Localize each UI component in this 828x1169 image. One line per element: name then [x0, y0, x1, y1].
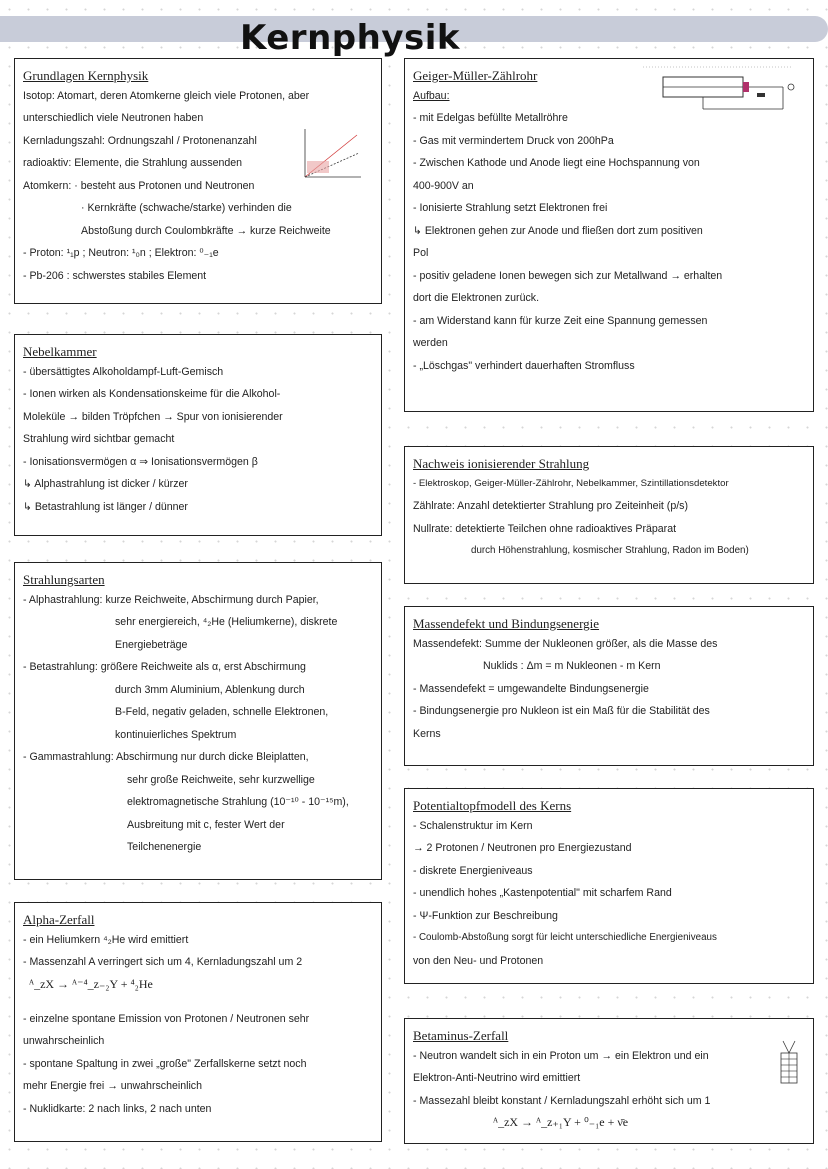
geiger-subtitle: Aufbau:	[413, 89, 450, 102]
alpha-line2-3: mehr Energie frei → unwahrscheinlich	[23, 1080, 202, 1092]
geiger-line-11: - „Löschgas" verhindert dauerhaften Stromfluss	[413, 359, 635, 372]
geiger-line-4: - Ionisierte Strahlung setzt Elektronen frei	[413, 202, 608, 214]
geiger-box	[404, 58, 814, 412]
alpha-line2-2: - spontane Spaltung in zwei „große" Zerfallskerne setzt noch	[23, 1057, 307, 1070]
alpha-title: Alpha-Zerfall	[23, 912, 95, 927]
strahlungsarten-line-2: Energiebeträge	[115, 638, 188, 651]
strahlungsarten-line-0: - Alphastrahlung: kurze Reichweite, Abschirmung durch Papier,	[23, 593, 319, 606]
nachweis-line-3: durch Höhenstrahlung, kosmischer Strahlung, Radon im Boden)	[471, 545, 749, 556]
nebelkammer-line-3: Strahlung wird sichtbar gemacht	[23, 433, 175, 445]
nebelkammer-box	[14, 334, 382, 536]
grundlagen-line-7: - Proton: ¹₁p ; Neutron: ¹₀n ; Elektron: ⁰₋₁e	[23, 247, 219, 259]
nebelkammer-title: Nebelkammer	[23, 344, 97, 359]
alpha-gap	[23, 994, 373, 1008]
strahlungsarten-line-6: kontinuierliches Spektrum	[115, 728, 237, 741]
betaminus-box	[404, 1018, 814, 1144]
potentialtopf-box	[404, 788, 814, 984]
betaminus-line-1: Elektron-Anti-Neutrino wird emittiert	[413, 1072, 581, 1084]
strahlungsarten-line-11: Teilchenenergie	[127, 841, 202, 853]
betaminus-title: Betaminus-Zerfall	[413, 1028, 509, 1043]
strahlungsarten-line-4: durch 3mm Aluminium, Ablenkung durch	[115, 683, 305, 696]
geiger-line-0: - mit Edelgas befüllte Metallröhre	[413, 112, 568, 124]
betaminus-formula: ᴬ_ᴢX → ᴬ_ᴢ₊₁Y + ⁰₋₁e + ν̄e	[493, 1115, 629, 1129]
geiger-line-3: 400-900V an	[413, 179, 474, 192]
potentialtopf-title: Potentialtopfmodell des Kerns	[413, 798, 572, 813]
geiger-line-6: Pol	[413, 247, 429, 259]
geiger-line-2: - Zwischen Kathode und Anode liegt eine Hochspannung von	[413, 157, 700, 169]
nebelkammer-line-1: - Ionen wirken als Kondensationskeime für die Alkohol-	[23, 388, 281, 400]
nebelkammer-line-5: ↳ Alphastrahlung ist dicker / kürzer	[23, 478, 188, 490]
massendefekt-line-2: - Massendefekt = umgewandelte Bindungsenergie	[413, 682, 649, 695]
nachweis-line-0: - Elektroskop, Geiger-Müller-Zählrohr, Nebelkammer, Szintillationsdetektor	[413, 477, 729, 489]
title-bar	[0, 16, 828, 58]
geiger-title: Geiger-Müller-Zählrohr	[413, 68, 538, 83]
potentialtopf-line-3: - unendlich hohes „Kastenpotential" mit scharfem Rand	[413, 887, 672, 899]
nebelkammer-line-4: - Ionisationsvermögen α ⇒ Ionisationsvermögen β	[23, 455, 258, 468]
strahlungsarten-line-1: sehr energiereich, ⁴₂He (Heliumkerne), diskrete	[115, 616, 338, 628]
grundlagen-line-0: Isotop: Atomart, deren Atomkerne gleich viele Protonen, aber	[23, 89, 310, 102]
grundlagen-line-8: - Pb-206 : schwerstes stabiles Element	[23, 269, 207, 282]
strahlungsarten-box	[14, 562, 382, 880]
grundlagen-line-2: Kernladungszahl: Ordnungszahl / Protonenanzahl	[23, 134, 257, 147]
strahlungsarten-line-8: sehr große Reichweite, sehr kurzwellige	[127, 773, 315, 786]
massendefekt-line-3: - Bindungsenergie pro Nukleon ist ein Maß für die Stabilität des	[413, 705, 710, 717]
nachweis-line-1: Zählrate: Anzahl detektierter Strahlung pro Zeiteinheit (p/s)	[413, 500, 688, 512]
grundlagen-line-4: Atomkern: · besteht aus Protonen und Neutronen	[23, 179, 255, 192]
geiger-line-10: werden	[413, 337, 448, 349]
strahlungsarten-line-10: Ausbreitung mit c, fester Wert der	[127, 818, 285, 831]
massendefekt-line-1: Nuklids : Δm = m Nukleonen - m Kern	[483, 660, 661, 672]
strahlungsarten-line-9: elektromagnetische Strahlung (10⁻¹⁰ - 10⁻¹⁵m),	[127, 796, 349, 808]
massendefekt-box	[404, 606, 814, 766]
alpha-formula: ᴬ_ᴢX → ᴬ⁻⁴_ᴢ₋₂Y + ⁴₂He	[29, 976, 153, 991]
strahlungsarten-line-3: - Betastrahlung: größere Reichweite als α, erst Abschirmung	[23, 661, 306, 673]
geiger-line-5: ↳ Elektronen gehen zur Anode und fließen dort zum positiven	[413, 224, 703, 237]
isotope-graph-sketch	[301, 127, 363, 181]
strahlungsarten-line-7: - Gammastrahlung: Abschirmung nur durch dicke Bleiplatten,	[23, 751, 309, 763]
strahlungsarten-title: Strahlungsarten	[23, 572, 105, 587]
potentialtopf-line-4: - Ψ-Funktion zur Beschreibung	[413, 909, 558, 922]
potentialtopf-line-2: - diskrete Energieniveaus	[413, 864, 533, 877]
nuclide-grid-icon	[775, 1037, 803, 1087]
alpha-box	[14, 902, 382, 1142]
page-title: Kernphysik	[240, 18, 460, 58]
geiger-line-1: - Gas mit vermindertem Druck von 200hPa	[413, 134, 614, 147]
grundlagen-line-3: radioaktiv: Elemente, die Strahlung aussenden	[23, 157, 243, 169]
potentialtopf-line-0: - Schalenstruktur im Kern	[413, 819, 533, 832]
betaminus-line-0: - Neutron wandelt sich in ein Proton um → ein Elektron und ein	[413, 1049, 709, 1062]
strahlungsarten-line-5: B-Feld, negativ geladen, schnelle Elektronen,	[115, 706, 329, 718]
alpha-line-0: - ein Heliumkern ⁴₂He wird emittiert	[23, 933, 189, 946]
nebelkammer-line-6: ↳ Betastrahlung ist länger / dünner	[23, 500, 188, 513]
nebelkammer-line-0: - übersättigtes Alkoholdampf-Luft-Gemisch	[23, 365, 224, 378]
nachweis-box	[404, 446, 814, 584]
nachweis-line-2: Nullrate: detektierte Teilchen ohne radioaktives Präparat	[413, 522, 677, 535]
massendefekt-title: Massendefekt und Bindungsenergie	[413, 616, 600, 631]
massendefekt-line-0: Massendefekt: Summe der Nukleonen größer, als die Masse des	[413, 637, 718, 650]
grundlagen-line-1: unterschiedlich viele Neutronen haben	[23, 112, 204, 124]
geiger-line-9: - am Widerstand kann für kurze Zeit eine Spannung gemessen	[413, 314, 708, 327]
geiger-line-8: dort die Elektronen zurück.	[413, 292, 540, 304]
grundlagen-box	[14, 58, 382, 304]
grundlagen-line-5: · Kernkräfte (schwache/starke) verhinden die	[81, 202, 292, 214]
betaminus-line-2: - Massezahl bleibt konstant / Kernladungszahl erhöht sich um 1	[413, 1094, 711, 1107]
geiger-line-7: - positiv geladene Ionen bewegen sich zur Metallwand → erhalten	[413, 269, 723, 282]
grundlagen-line-6: Abstoßung durch Coulombkräfte → kurze Reichweite	[81, 224, 331, 237]
geiger-tube-diagram	[633, 63, 805, 119]
alpha-line2-0: - einzelne spontane Emission von Protonen / Neutronen sehr	[23, 1012, 310, 1025]
alpha-line-1: - Massenzahl A verringert sich um 4, Kernladungszahl um 2	[23, 956, 303, 968]
grundlagen-title: Grundlagen Kernphysik	[23, 68, 149, 83]
nebelkammer-line-2: Moleküle → bilden Tröpfchen → Spur von ionisierender	[23, 410, 283, 423]
massendefekt-line-4: Kerns	[413, 727, 441, 740]
potentialtopf-line-1: → 2 Protonen / Neutronen pro Energiezustand	[413, 842, 632, 854]
potentialtopf-line-6: von den Neu- und Protonen	[413, 954, 544, 967]
alpha-line2-4: - Nuklidkarte: 2 nach links, 2 nach unten	[23, 1102, 212, 1115]
alpha-line2-1: unwahrscheinlich	[23, 1035, 105, 1047]
potentialtopf-line-5: - Coulomb-Abstoßung sorgt für leicht unterschiedliche Energieniveaus	[413, 932, 717, 943]
nachweis-title: Nachweis ionisierender Strahlung	[413, 456, 590, 471]
